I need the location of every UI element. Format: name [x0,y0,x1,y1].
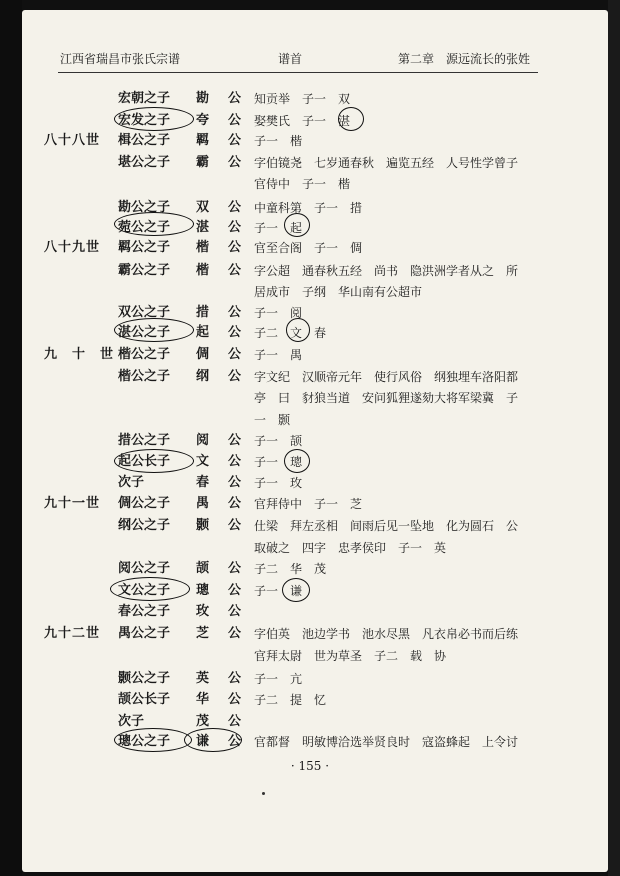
detail-text: 子一 起 [254,221,303,235]
generation-label: 八十九世 [44,240,101,255]
honorific-label: 公 [228,671,242,686]
detail-text: 取破之 四字 忠孝侯印 子一 英 [254,541,447,555]
detail-text: 子一 玫 [254,476,303,490]
detail-text: 官拜侍中 子一 芝 [254,497,363,511]
table-row [0,515,620,537]
detail-text: 子一 谦 [254,584,303,598]
generation-label: 九十一世 [44,496,101,511]
person-name: 楷 [196,263,210,278]
relation-label: 次子 [118,714,145,729]
relation-label: 宏发之子 [118,113,171,128]
table-row [0,430,620,452]
honorific-label: 公 [228,475,242,490]
relation-label: 楷公之子 [118,369,171,384]
honorific-label: 公 [228,305,242,320]
honorific-label: 公 [228,113,242,128]
honorific-label: 公 [228,692,242,707]
table-row [0,110,620,132]
detail-text: 仕梁 拜左丞相 间雨后见一坠地 化为圆石 公 [254,519,519,533]
relation-label: 阅公之子 [118,561,171,576]
person-name: 颉 [196,561,210,576]
person-name: 霸 [196,155,210,170]
honorific-label: 公 [228,347,242,362]
relation-label: 霸公之子 [118,263,171,278]
detail-text: 知贡举 子一 双 [254,92,351,106]
relation-label: 羁公之子 [118,240,171,255]
table-row [0,130,620,152]
detail-text: 子一 楷 [254,134,303,148]
person-name: 勘 [196,91,210,106]
person-name: 玫 [196,604,210,619]
detail-text: 字公超 通春秋五经 尚书 隐洪洲学者从之 所 [254,264,519,278]
honorific-label: 公 [228,91,242,106]
detail-text: 子二 提 忆 [254,693,327,707]
honorific-label: 公 [228,240,242,255]
relation-label: 次子 [118,475,145,490]
honorific-label: 公 [228,200,242,215]
table-row [0,623,620,645]
table-row [0,558,620,580]
table-row [0,711,620,733]
table-row [0,387,620,409]
person-name: 文 [196,454,210,469]
detail-text: 子一 亢 [254,672,303,686]
person-name: 纲 [196,369,210,384]
detail-text: 字伯英 池边学书 池水尽黑 凡衣帛必书而后练 [254,627,519,641]
generation-label: 九 十 世 [44,347,115,362]
table-row [0,302,620,324]
header-rule [58,72,538,73]
detail-text: 子一 阅 [254,306,303,320]
generation-label: 九十二世 [44,626,101,641]
detail-text: 居成市 子纲 华山南有公超市 [254,285,423,299]
table-row [0,281,620,303]
table-row [0,366,620,388]
person-name: 措 [196,305,210,320]
relation-label: 起公长子 [118,454,171,469]
table-row [0,731,620,753]
detail-text: 亭 曰 豺狼当道 安问狐狸遂劾大将军梁冀 子 [254,391,519,405]
person-name: 华 [196,692,210,707]
running-header [60,50,540,70]
header-chapter: 第二章 源远流长的张姓 [398,52,531,66]
honorific-label: 公 [228,155,242,170]
relation-label: 春公之子 [118,604,171,619]
honorific-label: 公 [228,604,242,619]
ink-speck [262,792,265,795]
table-row [0,472,620,494]
relation-label: 菀公之子 [118,220,171,235]
relation-label: 宏朝之子 [118,91,171,106]
honorific-label: 公 [228,518,242,533]
detail-text: 娶樊氏 子一 湛 [254,114,351,128]
person-name: 楷 [196,240,210,255]
table-row [0,451,620,473]
person-name: 倜 [196,347,210,362]
detail-text: 字伯镜尧 七岁通春秋 遍览五经 人号性学曾子 [254,156,519,170]
table-row [0,645,620,667]
person-name: 起 [196,325,210,340]
honorific-label: 公 [228,626,242,641]
person-name: 双 [196,200,210,215]
honorific-label: 公 [228,369,242,384]
relation-label: 禺公之子 [118,626,171,641]
person-name: 英 [196,671,210,686]
table-row [0,237,620,259]
honorific-label: 公 [228,734,242,749]
relation-label: 堪公之子 [118,155,171,170]
relation-label: 楷公之子 [118,347,171,362]
honorific-label: 公 [228,325,242,340]
generation-label: 八十八世 [44,133,101,148]
honorific-label: 公 [228,454,242,469]
person-name: 羁 [196,133,210,148]
page-number: · 155 · [290,759,330,773]
person-name: 阅 [196,433,210,448]
detail-text: 一 颢 [254,413,291,427]
detail-text: 子二 文 春 [254,326,327,340]
person-name: 夸 [196,113,210,128]
table-row [0,152,620,174]
relation-label: 倜公之子 [118,496,171,511]
honorific-label: 公 [228,433,242,448]
relation-label: 勘公之子 [118,200,171,215]
relation-label: 双公之子 [118,305,171,320]
detail-text: 字文纪 汉顺帝元年 使行风俗 纲独埋车洛阳都 [254,370,519,384]
honorific-label: 公 [228,496,242,511]
relation-label: 颢公之子 [118,671,171,686]
table-row [0,580,620,602]
honorific-label: 公 [228,583,242,598]
relation-label: 纲公之子 [118,518,171,533]
detail-text: 中童科第 子一 措 [254,201,363,215]
table-row [0,493,620,515]
person-name: 璁 [196,583,210,598]
person-name: 禺 [196,496,210,511]
table-row [0,173,620,195]
relation-label: 文公之子 [118,583,171,598]
relation-label: 措公之子 [118,433,171,448]
relation-label: 璁公之子 [118,734,171,749]
detail-text: 子一 禺 [254,348,303,362]
header-book-title: 江西省瑞昌市张氏宗谱 [60,52,181,66]
person-name: 湛 [196,220,210,235]
detail-text: 官至合阁 子一 倜 [254,241,363,255]
detail-text: 子一 璁 [254,455,303,469]
honorific-label: 公 [228,220,242,235]
table-row [0,537,620,559]
detail-text: 官拜太尉 世为草圣 子二 载 协 [254,649,447,663]
table-row [0,689,620,711]
detail-text: 子一 颉 [254,434,303,448]
person-name: 茂 [196,714,210,729]
table-row [0,344,620,366]
person-name: 芝 [196,626,210,641]
honorific-label: 公 [228,133,242,148]
table-row [0,601,620,623]
relation-label: 楫公之子 [118,133,171,148]
person-name: 谦 [196,734,210,749]
honorific-label: 公 [228,714,242,729]
honorific-label: 公 [228,561,242,576]
detail-text: 子二 华 茂 [254,562,327,576]
honorific-label: 公 [228,263,242,278]
detail-text: 官都督 明敏博洽选举贤良时 寇盗蜂起 上令讨 [254,735,519,749]
table-row [0,197,620,219]
table-row [0,409,620,431]
relation-label: 颉公长子 [118,692,171,707]
header-section: 谱首 [278,52,303,66]
table-row [0,322,620,344]
relation-label: 湛公之子 [118,325,171,340]
detail-text: 官侍中 子一 楷 [254,177,351,191]
table-row [0,88,620,110]
person-name: 颢 [196,518,210,533]
table-row [0,668,620,690]
table-row [0,217,620,239]
table-row [0,260,620,282]
person-name: 春 [196,475,210,490]
